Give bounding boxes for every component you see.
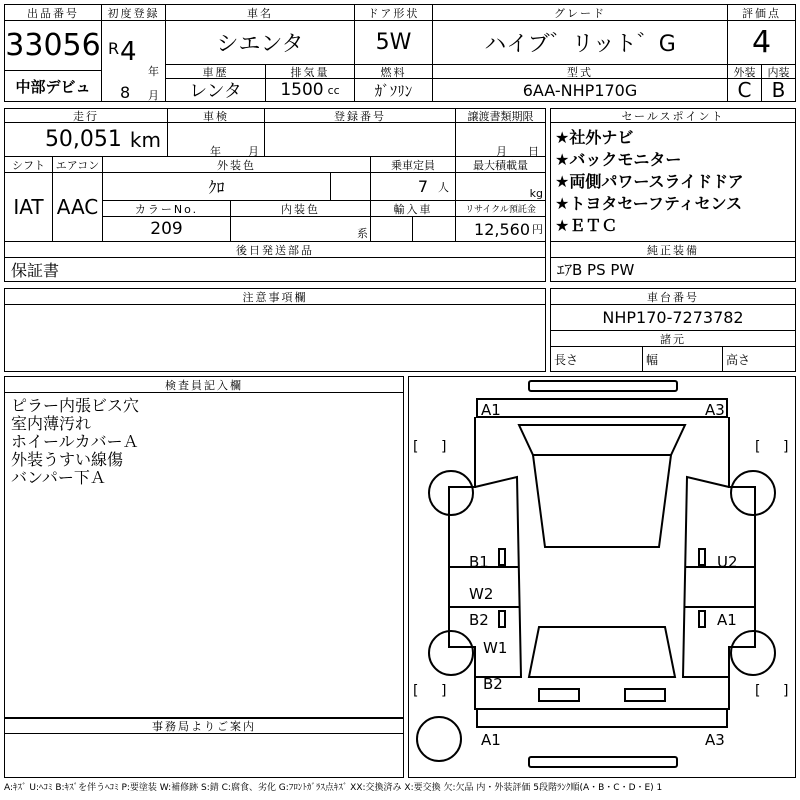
history: レンタ: [166, 79, 266, 101]
month-unit: 月: [148, 89, 159, 101]
ext-color-label: 外装色: [103, 157, 371, 173]
dims-label: 諸元: [551, 331, 795, 347]
inspector-note: ピラー内張ビス穴: [11, 396, 140, 415]
notes-box: [4, 288, 546, 372]
yen-unit: 円: [532, 223, 543, 236]
mark-left-front-door: B1: [469, 553, 489, 571]
mark-rear-right: A3: [705, 731, 725, 749]
sales-points: [555, 127, 744, 237]
rear-bumper-bottom: [529, 757, 677, 767]
rear-light-right: [625, 689, 665, 701]
inspection-year-unit: 年: [210, 145, 221, 157]
bracket-right-rear-close: ]: [783, 683, 789, 699]
roof: [533, 455, 671, 547]
shift: IAT: [5, 173, 53, 241]
rear-bumper: [477, 709, 727, 727]
aircon-label: エアコン: [53, 157, 103, 173]
later-parts-box: [4, 242, 546, 282]
grade-label: グレード: [433, 5, 728, 21]
lot-no: 33056: [5, 21, 102, 71]
mark-front-right: A3: [705, 401, 725, 419]
color-no: 209: [103, 217, 231, 241]
inspection-month-unit: 月: [248, 145, 259, 157]
sales-point-item: ★社外ナビ: [555, 128, 634, 147]
color-no-label: カラーNo.: [103, 201, 231, 217]
transfer-docs: [456, 123, 545, 157]
score-label: 評価点: [728, 5, 795, 21]
front-bumper-top: [529, 381, 677, 391]
recycle: [456, 217, 545, 241]
month: 8: [120, 83, 131, 101]
bracket-left-rear: [: [413, 683, 419, 699]
int-color-label: 内装色: [231, 201, 371, 217]
inspection: [168, 123, 265, 157]
rear-light-left: [539, 689, 579, 701]
chassis-box: [550, 288, 796, 372]
bracket-left-rear-close: ]: [441, 683, 447, 699]
car-name: シエンタ: [166, 21, 355, 65]
mark-left-rear-door: B2: [469, 611, 489, 629]
mileage-value: 50,051: [44, 127, 122, 152]
capacity-value: 7: [417, 177, 428, 196]
front-bumper: [477, 399, 727, 417]
mark-right-rear-door: A1: [717, 611, 737, 629]
exterior-label: 外装: [728, 65, 762, 79]
kei-unit: 系: [357, 227, 368, 240]
vehicle-details: [4, 108, 546, 242]
first-reg-label: 初度登録: [102, 5, 166, 21]
door: 5W: [355, 21, 433, 65]
inspection-label: 車検: [168, 109, 265, 123]
score: 4: [728, 21, 795, 65]
bracket-right-rear: [: [755, 683, 761, 699]
chassis-label: 車台番号: [551, 289, 795, 305]
kg-unit: kg: [529, 187, 543, 200]
windshield: [519, 425, 685, 455]
fuel: ｶﾞｿﾘﾝ: [355, 79, 433, 101]
sales-point-label: セールスポイント: [551, 109, 795, 123]
mileage: [5, 123, 168, 157]
notes-label: 注意事項欄: [5, 289, 545, 305]
history-label: 車歴: [166, 65, 266, 79]
sales-point-item: ★ＥＴＣ: [555, 216, 618, 235]
left-rear-mirror: [499, 611, 505, 627]
rear-glass: [529, 627, 675, 677]
era: R: [108, 39, 120, 58]
mileage-label: 走行: [5, 109, 168, 123]
inspector-note: 外装うすい線傷: [11, 450, 124, 469]
sales-point-item: ★バックモニター: [555, 150, 682, 169]
aircon: AAC: [53, 173, 103, 241]
car-name-label: 車名: [166, 5, 355, 21]
import-b: [413, 217, 456, 241]
mark-rear-left: A1: [481, 731, 501, 749]
office-label: 事務局よりご案内: [5, 718, 403, 734]
later-parts: 保証書: [11, 260, 60, 280]
bracket-right-front-close: ]: [783, 439, 789, 455]
vehicle-header: [4, 4, 796, 102]
venue: 中部デビュ: [5, 71, 102, 101]
person-unit: 人: [438, 180, 449, 194]
displacement-label: 排気量: [266, 65, 355, 79]
genuine-equip-label: 純正装備: [551, 242, 795, 258]
sales-point-box: [550, 108, 796, 242]
office-box: [4, 718, 404, 778]
grade: ハイブ゛リット゛G: [433, 21, 728, 65]
sales-point-item: ★トヨタセーフティセンス: [555, 194, 743, 213]
sales-point-item: ★両側パワースライドドア: [555, 172, 744, 191]
chassis-no: NHP170-7273782: [551, 305, 795, 331]
year-unit: 年: [148, 65, 159, 78]
fuel-label: 燃料: [355, 65, 433, 79]
length: 長さ: [551, 347, 643, 371]
model-label: 型式: [433, 65, 728, 79]
max-load: [456, 173, 545, 201]
front-right-wheel: [731, 471, 775, 515]
capacity-label: 乗車定員: [371, 157, 456, 173]
ext-color: ｸﾛ: [103, 173, 331, 201]
width: 幅: [643, 347, 723, 371]
exterior-score: C: [728, 79, 762, 101]
interior-score: B: [771, 79, 786, 101]
inspector-note: 室内薄汚れ: [11, 414, 92, 433]
inspector-label: 検査員記入欄: [5, 377, 403, 393]
bracket-left-front-close: ]: [441, 439, 447, 455]
inspector-note: ホイールカバーＡ: [11, 432, 139, 451]
lot-no-label: 出品番号: [5, 5, 102, 21]
inspector-notes: [11, 397, 139, 487]
first-reg: [102, 21, 166, 101]
transfer-month-unit: 月: [496, 145, 507, 157]
transfer-docs-label: 譲渡書類期限: [456, 109, 545, 123]
ext-color-extra: [331, 173, 371, 201]
later-parts-label: 後日発送部品: [5, 242, 545, 258]
bracket-left-front: [: [413, 439, 419, 455]
transfer-day-unit: 日: [528, 145, 539, 157]
car-diagram-svg: [409, 377, 795, 777]
mark-right-front-door: U2: [717, 553, 738, 571]
year: 4: [120, 37, 137, 67]
inspector-box: [4, 376, 404, 718]
damage-diagram: [408, 376, 796, 778]
door-label: ドア形状: [355, 5, 433, 21]
shift-label: シフト: [5, 157, 53, 173]
import-a: [371, 217, 413, 241]
mark-left-pillar: W2: [469, 585, 494, 603]
rear-right-wheel: [731, 631, 775, 675]
model: 6AA-NHP170G: [433, 79, 728, 101]
interior-label: 内装: [762, 65, 795, 79]
mark-front-left: A1: [481, 401, 501, 419]
right-rear-mirror: [699, 611, 705, 627]
inspector-note: バンパー下Ａ: [11, 468, 106, 487]
front-left-wheel: [429, 471, 473, 515]
int-color: [231, 217, 371, 241]
displacement-value: 1500: [280, 80, 324, 100]
reg-no: [265, 123, 456, 157]
right-mirror: [699, 549, 705, 565]
max-load-label: 最大積載量: [456, 157, 545, 173]
height: 高さ: [726, 352, 751, 367]
rear-left-wheel: [429, 631, 473, 675]
recycle-value: 12,560: [474, 219, 530, 239]
left-mirror: [499, 549, 505, 565]
body-outline: [449, 417, 755, 709]
mark-left-quarter: W1: [483, 639, 508, 657]
displacement: [266, 79, 355, 101]
cc-unit: cc: [327, 83, 340, 97]
legend: A:ｷｽﾞ U:ﾍｺﾐ B:ｷｽﾞを伴うﾍｺﾐ P:要塗装 W:補修跡 S:錆 C:腐食、劣化 G:ﾌﾛﾝﾄｶﾞﾗｽ点ｷｽﾞ XX:交換済み X:要交換 欠:欠品 内・外装評価 5段階ﾗﾝｸ順(A・B・C・D・E) 1: [4, 783, 663, 793]
genuine-equip-box: [550, 242, 796, 282]
genuine-equip: ｴｱB PS PW: [557, 260, 635, 279]
right-side: [683, 477, 729, 677]
import-label: 輸入車: [371, 201, 456, 217]
capacity: [371, 173, 456, 201]
recycle-label: リサイクル預託金: [456, 201, 545, 217]
reg-no-label: 登録番号: [265, 109, 456, 123]
mileage-unit: km: [129, 127, 161, 152]
spare-wheel: [417, 717, 461, 761]
bracket-right-front: [: [755, 439, 761, 455]
mark-left-rear: B2: [483, 675, 503, 693]
